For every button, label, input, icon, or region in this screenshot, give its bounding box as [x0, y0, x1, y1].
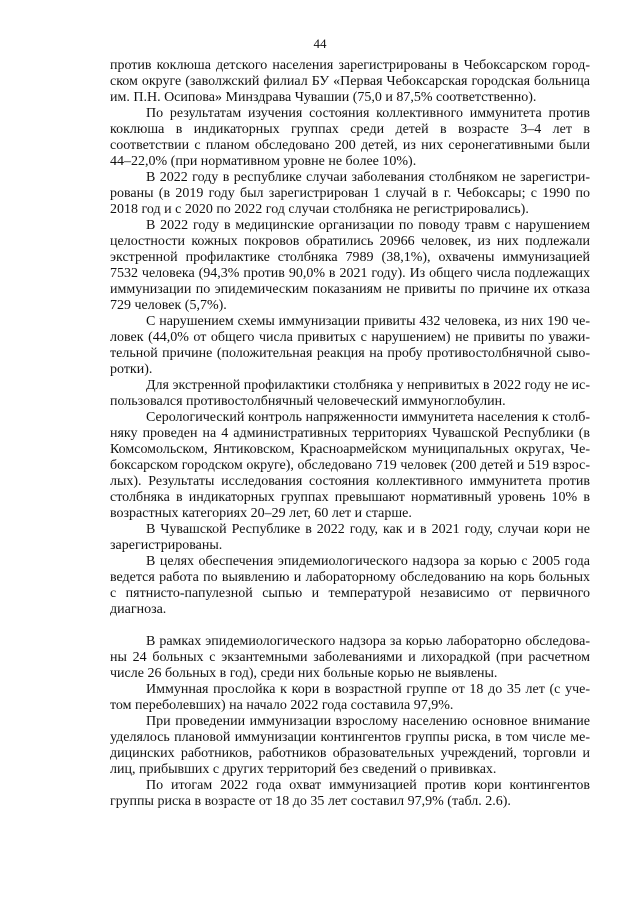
paragraph-measles-surveillance: В целях обеспечения эпидемиологического надзора за корью с 2005 года ведется работа по выявлению и лабораторному обследованию на корь больных с пятнисто-папулезной сыпью и температурой независимо от первичного диагноза. [110, 554, 590, 617]
paragraph-measles-immunity: Иммунная прослойка к кори в возрастной группе от 18 до 35 лет (с учетом переболевших) на начало 2022 года составила 97,9%. [110, 682, 590, 713]
paragraph-measles-cases: В Чувашской Республике в 2022 году, как и в 2021 году, случаи кори не зарегистрированы. [110, 522, 590, 553]
document-body [110, 58, 590, 810]
paragraph-pertussis-immunity: По результатам изучения состояния коллективного иммунитета против коклюша в индикаторных группах среди детей в возрасте 3–4 лет в соответствии с планом обследовано 200 детей, из них серонегативными были 44–22,0% (при нормативном уровне не более 10%). [110, 106, 590, 169]
paragraph-immunization-scheme: С нарушением схемы иммунизации привиты 432 человека, из них 190 человек (44,0% от общего числа привитых с нарушением) не привиты по уважительной причине (положительная реакция на пробу противостолбнячной сыворотки). [110, 314, 590, 377]
paragraph-immunoglobulin: Для экстренной профилактики столбняка у непривитых в 2022 году не использовался противостолбнячный человеческий иммуноглобулин. [110, 378, 590, 409]
paragraph-adult-immunization: При проведении иммунизации взрослому населению основное внимание уделялось плановой иммунизации контингентов группы риска, в том числе медицинских работников, работников образовательных учреждений, торговли и лиц, прибывших с других территорий без сведений о прививках. [110, 714, 590, 777]
paragraph-tetanus-prophylaxis: В 2022 году в медицинские организации по поводу травм с нарушением целостности кожных покровов обратились 20966 человек, из них подлежали экстренной профилактике столбняка 7989 (38,1%), охвачены иммунизацией 7532 человека (94,3% против 90,0% в 2021 году). Из общего числа подлежащих иммунизации по эпидемическим показаниям не привиты по причине их отказа 729 человек (5,7%). [110, 218, 590, 313]
page-number: 44 [313, 36, 327, 51]
paragraph-tetanus-cases: В 2022 году в республике случаи заболевания столбняком не зарегистрированы (в 2019 году был зарегистрирован 1 случай в г. Чебоксары; с 1990 по 2018 год и с 2020 по 2022 год случаи столбняка не регистрировались). [110, 170, 590, 217]
paragraph-serological-control: Серологический контроль напряженности иммунитета населения к столбняку проведен на 4 административных территориях Чувашской Республики (в Комсомольском, Янтиковском, Красноармейском муниципальных округах, Чебоксарском городском округе), обследовано 719 человек (200 детей и 519 взрослых). Результаты исследования состояния коллективного иммунитета против столбняка в индикаторных группах превышают нормативный уровень 10% в возрастных категориях 20–29 лет, 60 лет и старше. [110, 410, 590, 521]
paragraph-measles-lab-testing: В рамках эпидемиологического надзора за корью лабораторно обследованы 24 больных с экзантемными заболеваниями и лихорадкой (при расчетном числе 26 больных в год), среди них больные корью не выявлены. [110, 634, 590, 681]
paragraph-measles-coverage: По итогам 2022 года охват иммунизацией против кори контингентов группы риска в возрасте от 18 до 35 лет составил 97,9% (табл. 2.6). [110, 778, 590, 809]
paragraph-pertussis-chuvashia: против коклюша детского населения зарегистрированы в Чебоксарском городском округе (заволжский филиал БУ «Первая Чебоксарская городская больница им. П.Н. Осипова» Минздрава Чувашии (75,0 и 87,5% соответственно). [110, 58, 590, 105]
